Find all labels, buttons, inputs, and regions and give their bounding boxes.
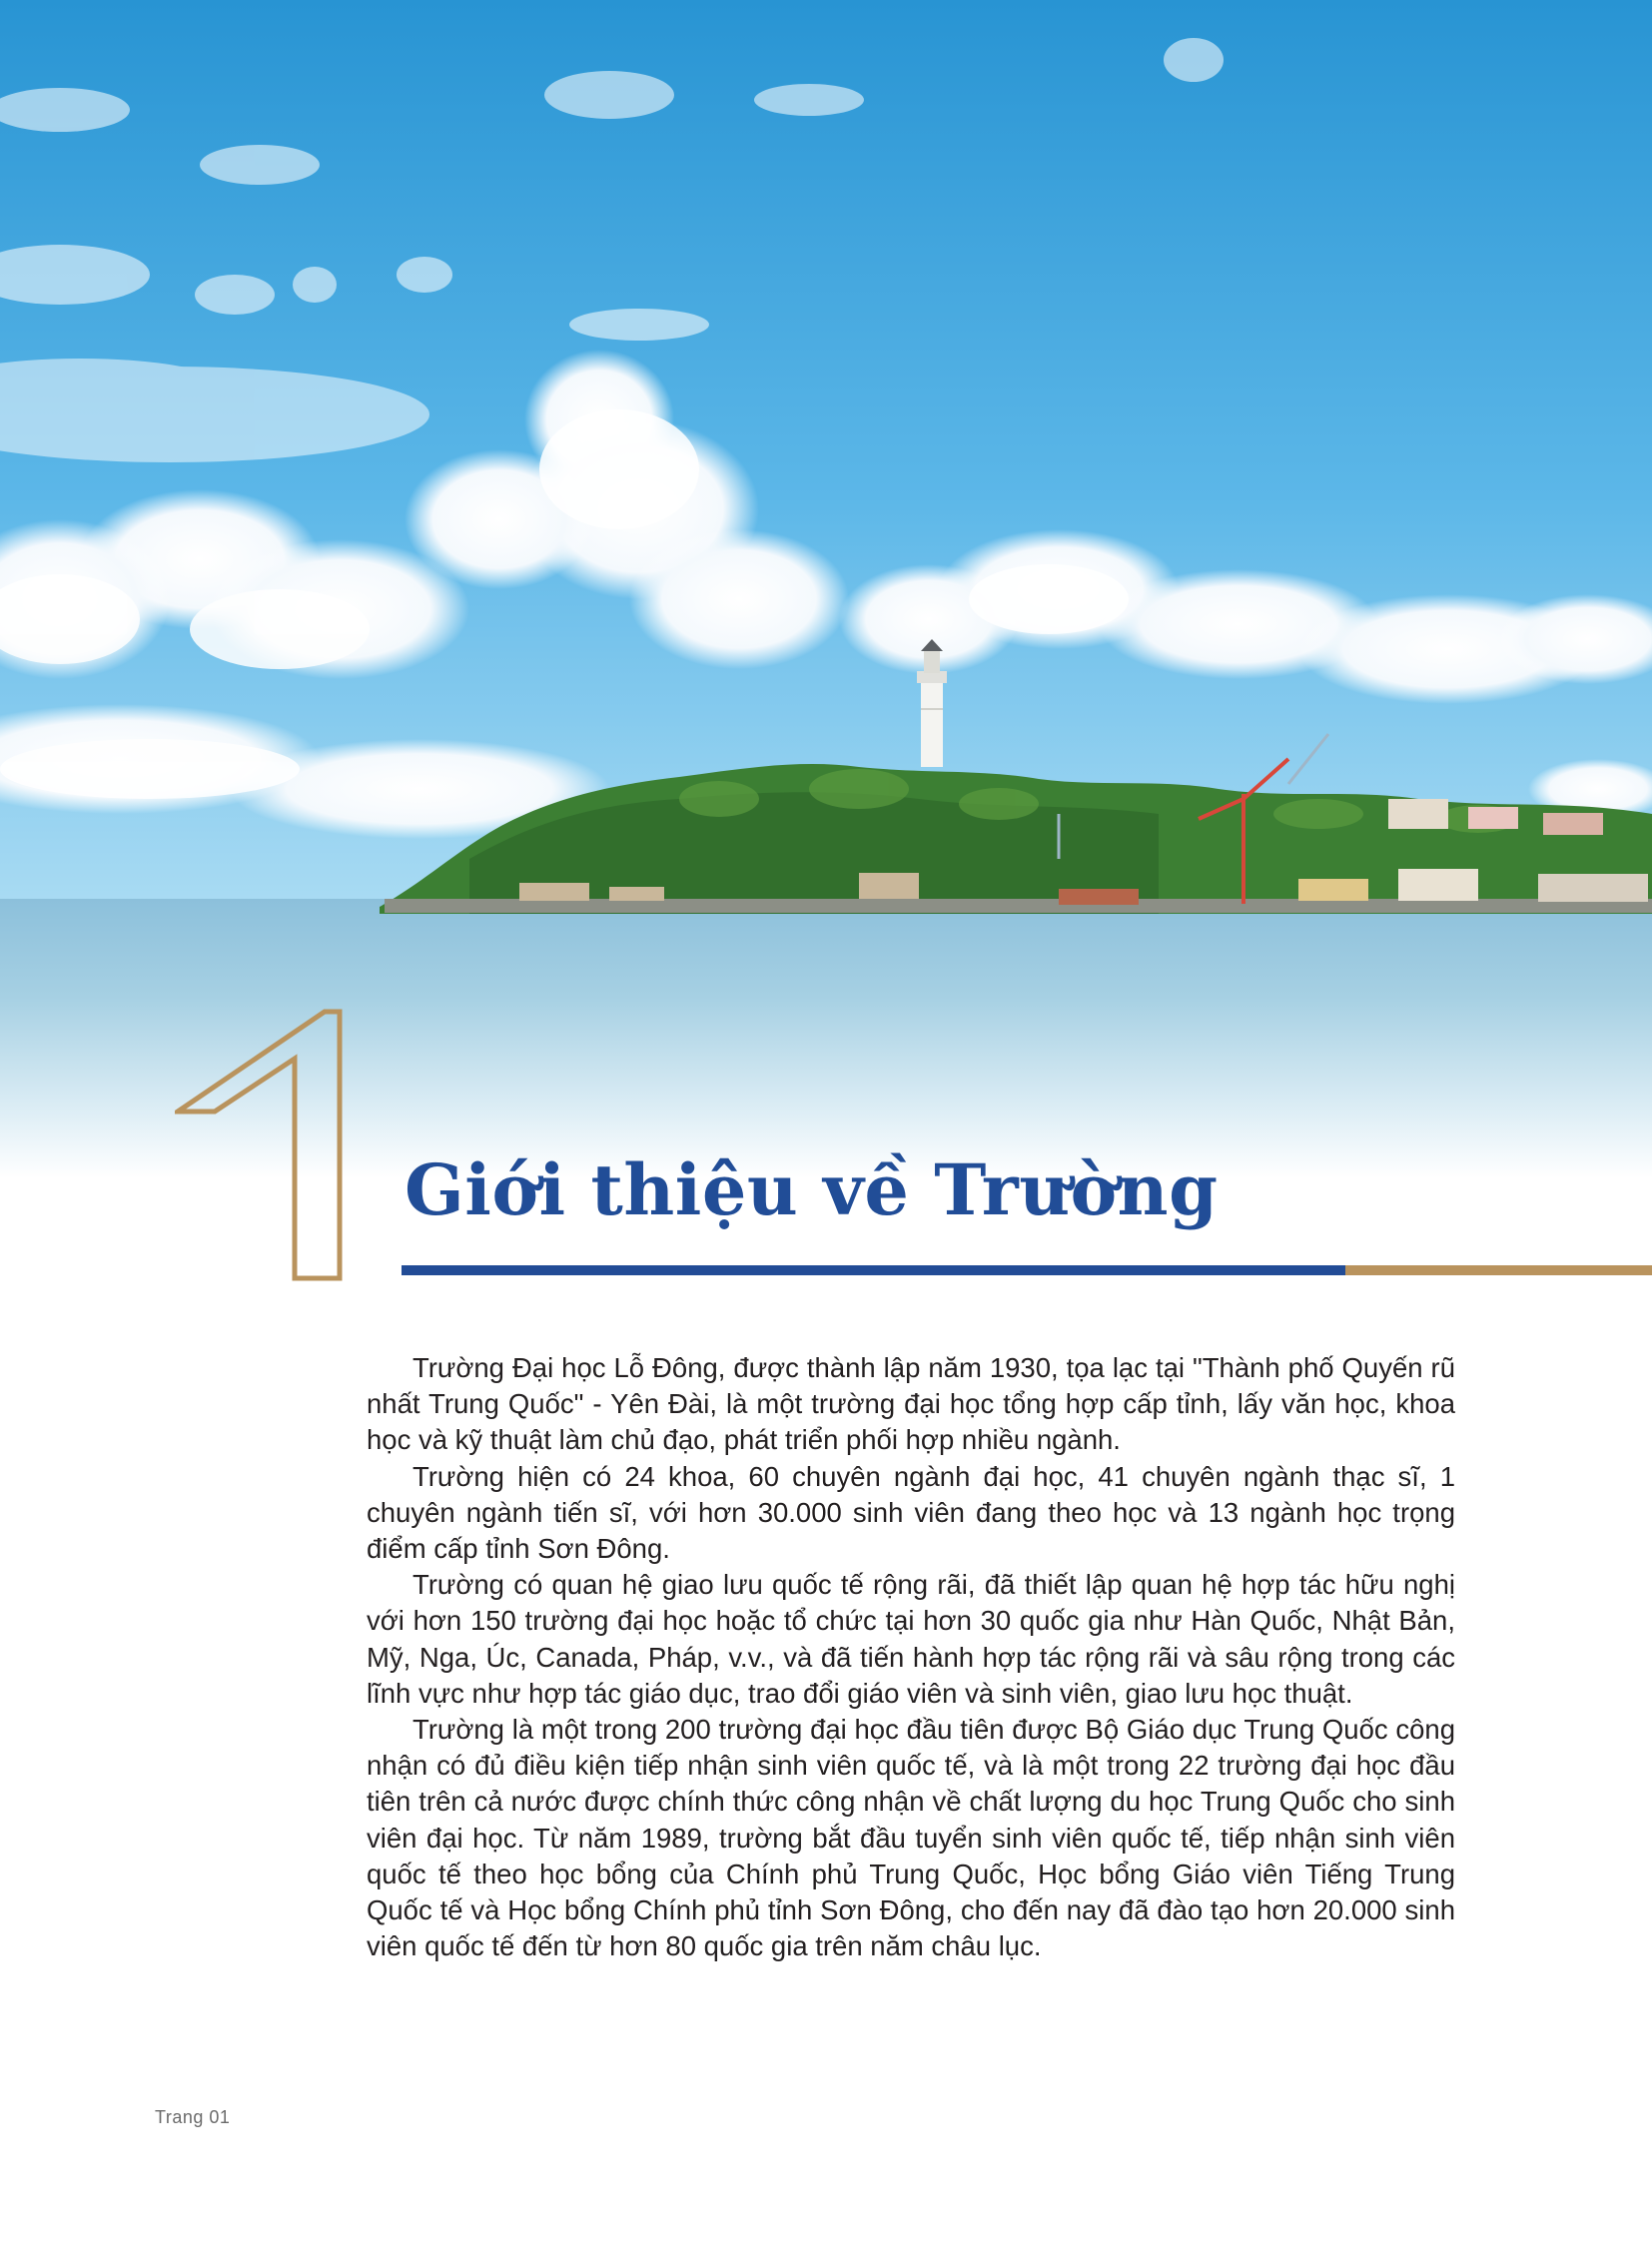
paragraph: Trường hiện có 24 khoa, 60 chuyên ngành đại học, 41 chuyên ngành thạc sĩ, 1 chuyên ngành tiến sĩ, với hơn 30.000 sinh viên đang theo học và 13 ngành học trọng điểm cấp tỉnh Sơn Đông. [367,1460,1455,1565]
title-underline-blue [402,1265,1345,1275]
section-title: Giới thiệu về Trường [405,1148,1219,1231]
title-underline-gold [1345,1265,1652,1275]
page-number: Trang 01 [155,2107,231,2127]
section-number-outline [175,1009,355,1283]
paragraph: Trường có quan hệ giao lưu quốc tế rộng rãi, đã thiết lập quan hệ hợp tác hữu nghị với hơn 150 trường đại học hoặc tổ chức tại hơn 30 quốc gia như Hàn Quốc, Nhật Bản, Mỹ, Nga, Úc, Canada, Pháp, v.v., và đã tiến hành hợp tác rộng rãi và sâu rộng trong các lĩnh vực như hợp tác giáo dục, trao đổi giáo viên và sinh viên, giao lưu học thuật. [367,1569,1455,1709]
paragraph: Trường là một trong 200 trường đại học đầu tiên được Bộ Giáo dục Trung Quốc công nhận có đủ điều kiện tiếp nhận sinh viên quốc tế, và là một trong 22 trường đại học đầu tiên trên cả nước được chính thức công nhận về chất lượng du học Trung Quốc cho sinh viên đại học. Từ năm 1989, trường bắt đầu tuyển sinh viên quốc tế, tiếp nhận sinh viên quốc tế theo học bổng của Chính phủ Trung Quốc, Học bổng Giáo viên Tiếng Trung Quốc tế và Học bổng Chính phủ tỉnh Sơn Đông, cho đến nay đã đào tạo hơn 20.000 sinh viên quốc tế đến từ hơn 80 quốc gia trên năm châu lục. [367,1714,1455,1962]
intro-body [367,1350,1455,1964]
paragraph: Trường Đại học Lỗ Đông, được thành lập năm 1930, tọa lạc tại "Thành phố Quyến rũ nhất Trung Quốc" - Yên Đài, là một trường đại học tổng hợp cấp tỉnh, lấy văn học, khoa học và kỹ thuật làm chủ đạo, phát triển phối hợp nhiều ngành. [367,1352,1455,1456]
